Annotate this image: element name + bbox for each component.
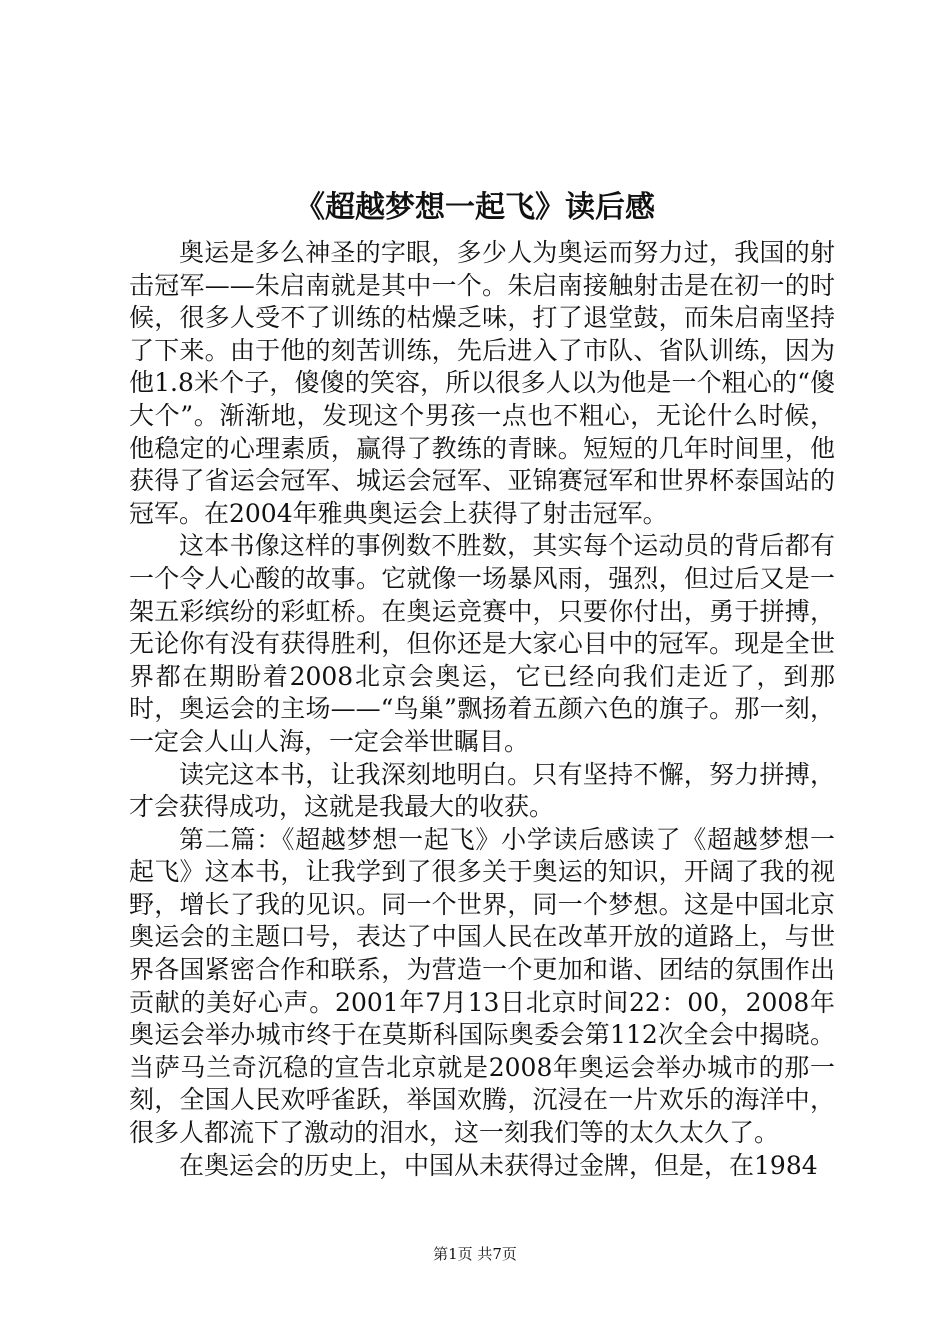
page-number-footer: 第1页 共7页 bbox=[433, 1245, 517, 1263]
paragraph: 第二篇：《超越梦想一起飞》小学读后感读了《超越梦想一起飞》这本书，让我学到了很多关于奥运的知识，开阔了我的视野，增长了我的见识。同一个世界，同一个梦想。这是中国北京奥运会的主题口号，表达了中国人民在改革开放的道路上，与世界各国紧密合作和联系，为营造一个更加和谐、团结的氛围作出贡献的美好心声。2001年7月13日北京时间22：00，2008年奥运会举办城市终于在莫斯科国际奥委会第112次全会中揭晓。当萨马兰奇沉稳的宣告北京就是2008年奥运会举办城市的那一刻，全国人民欢呼雀跃，举国欢腾，沉浸在一片欢乐的海洋中，很多人都流下了激动的泪水，这一刻我们等的太久太久了。 bbox=[129, 824, 835, 1148]
paragraph: 这本书像这样的事例数不胜数，其实每个运动员的背后都有一个令人心酸的故事。它就像一场暴风雨，强烈，但过后又是一架五彩缤纷的彩虹桥。在奥运竞赛中，只要你付出，勇于拼搏，无论你有没有获得胜利，但你还是大家心目中的冠军。现是全世界都在期盼着2008北京会奥运，它已经向我们走近了，到那时，奥运会的主场——“鸟巢”飘扬着五颜六色的旗子。那一刻，一定会人山人海，一定会举世瞩目。 bbox=[129, 531, 835, 756]
document-body bbox=[129, 237, 835, 1182]
paragraph: 读完这本书，让我深刻地明白。只有坚持不懈，努力拼搏，才会获得成功，这就是我最大的收获。 bbox=[129, 759, 835, 822]
paragraph: 奥运是多么神圣的字眼，多少人为奥运而努力过，我国的射击冠军——朱启南就是其中一个。朱启南接触射击是在初一的时候，很多人受不了训练的枯燥乏味，打了退堂鼓，而朱启南坚持了下来。由于他的刻苦训练，先后进入了市队、省队训练，因为他1.8米个子，傻傻的笑容，所以很多人以为他是一个粗心的“傻大个”。渐渐地，发现这个男孩一点也不粗心，无论什么时候，他稳定的心理素质，赢得了教练的青睐。短短的几年时间里，他获得了省运会冠军、城运会冠军、亚锦赛冠军和世界杯泰国站的冠军。在2004年雅典奥运会上获得了射击冠军。 bbox=[129, 238, 835, 528]
document-title: 《超越梦想一起飞》读后感 bbox=[295, 190, 655, 225]
paragraph: 在奥运会的历史上，中国从未获得过金牌，但是，在1984 bbox=[179, 1150, 818, 1180]
